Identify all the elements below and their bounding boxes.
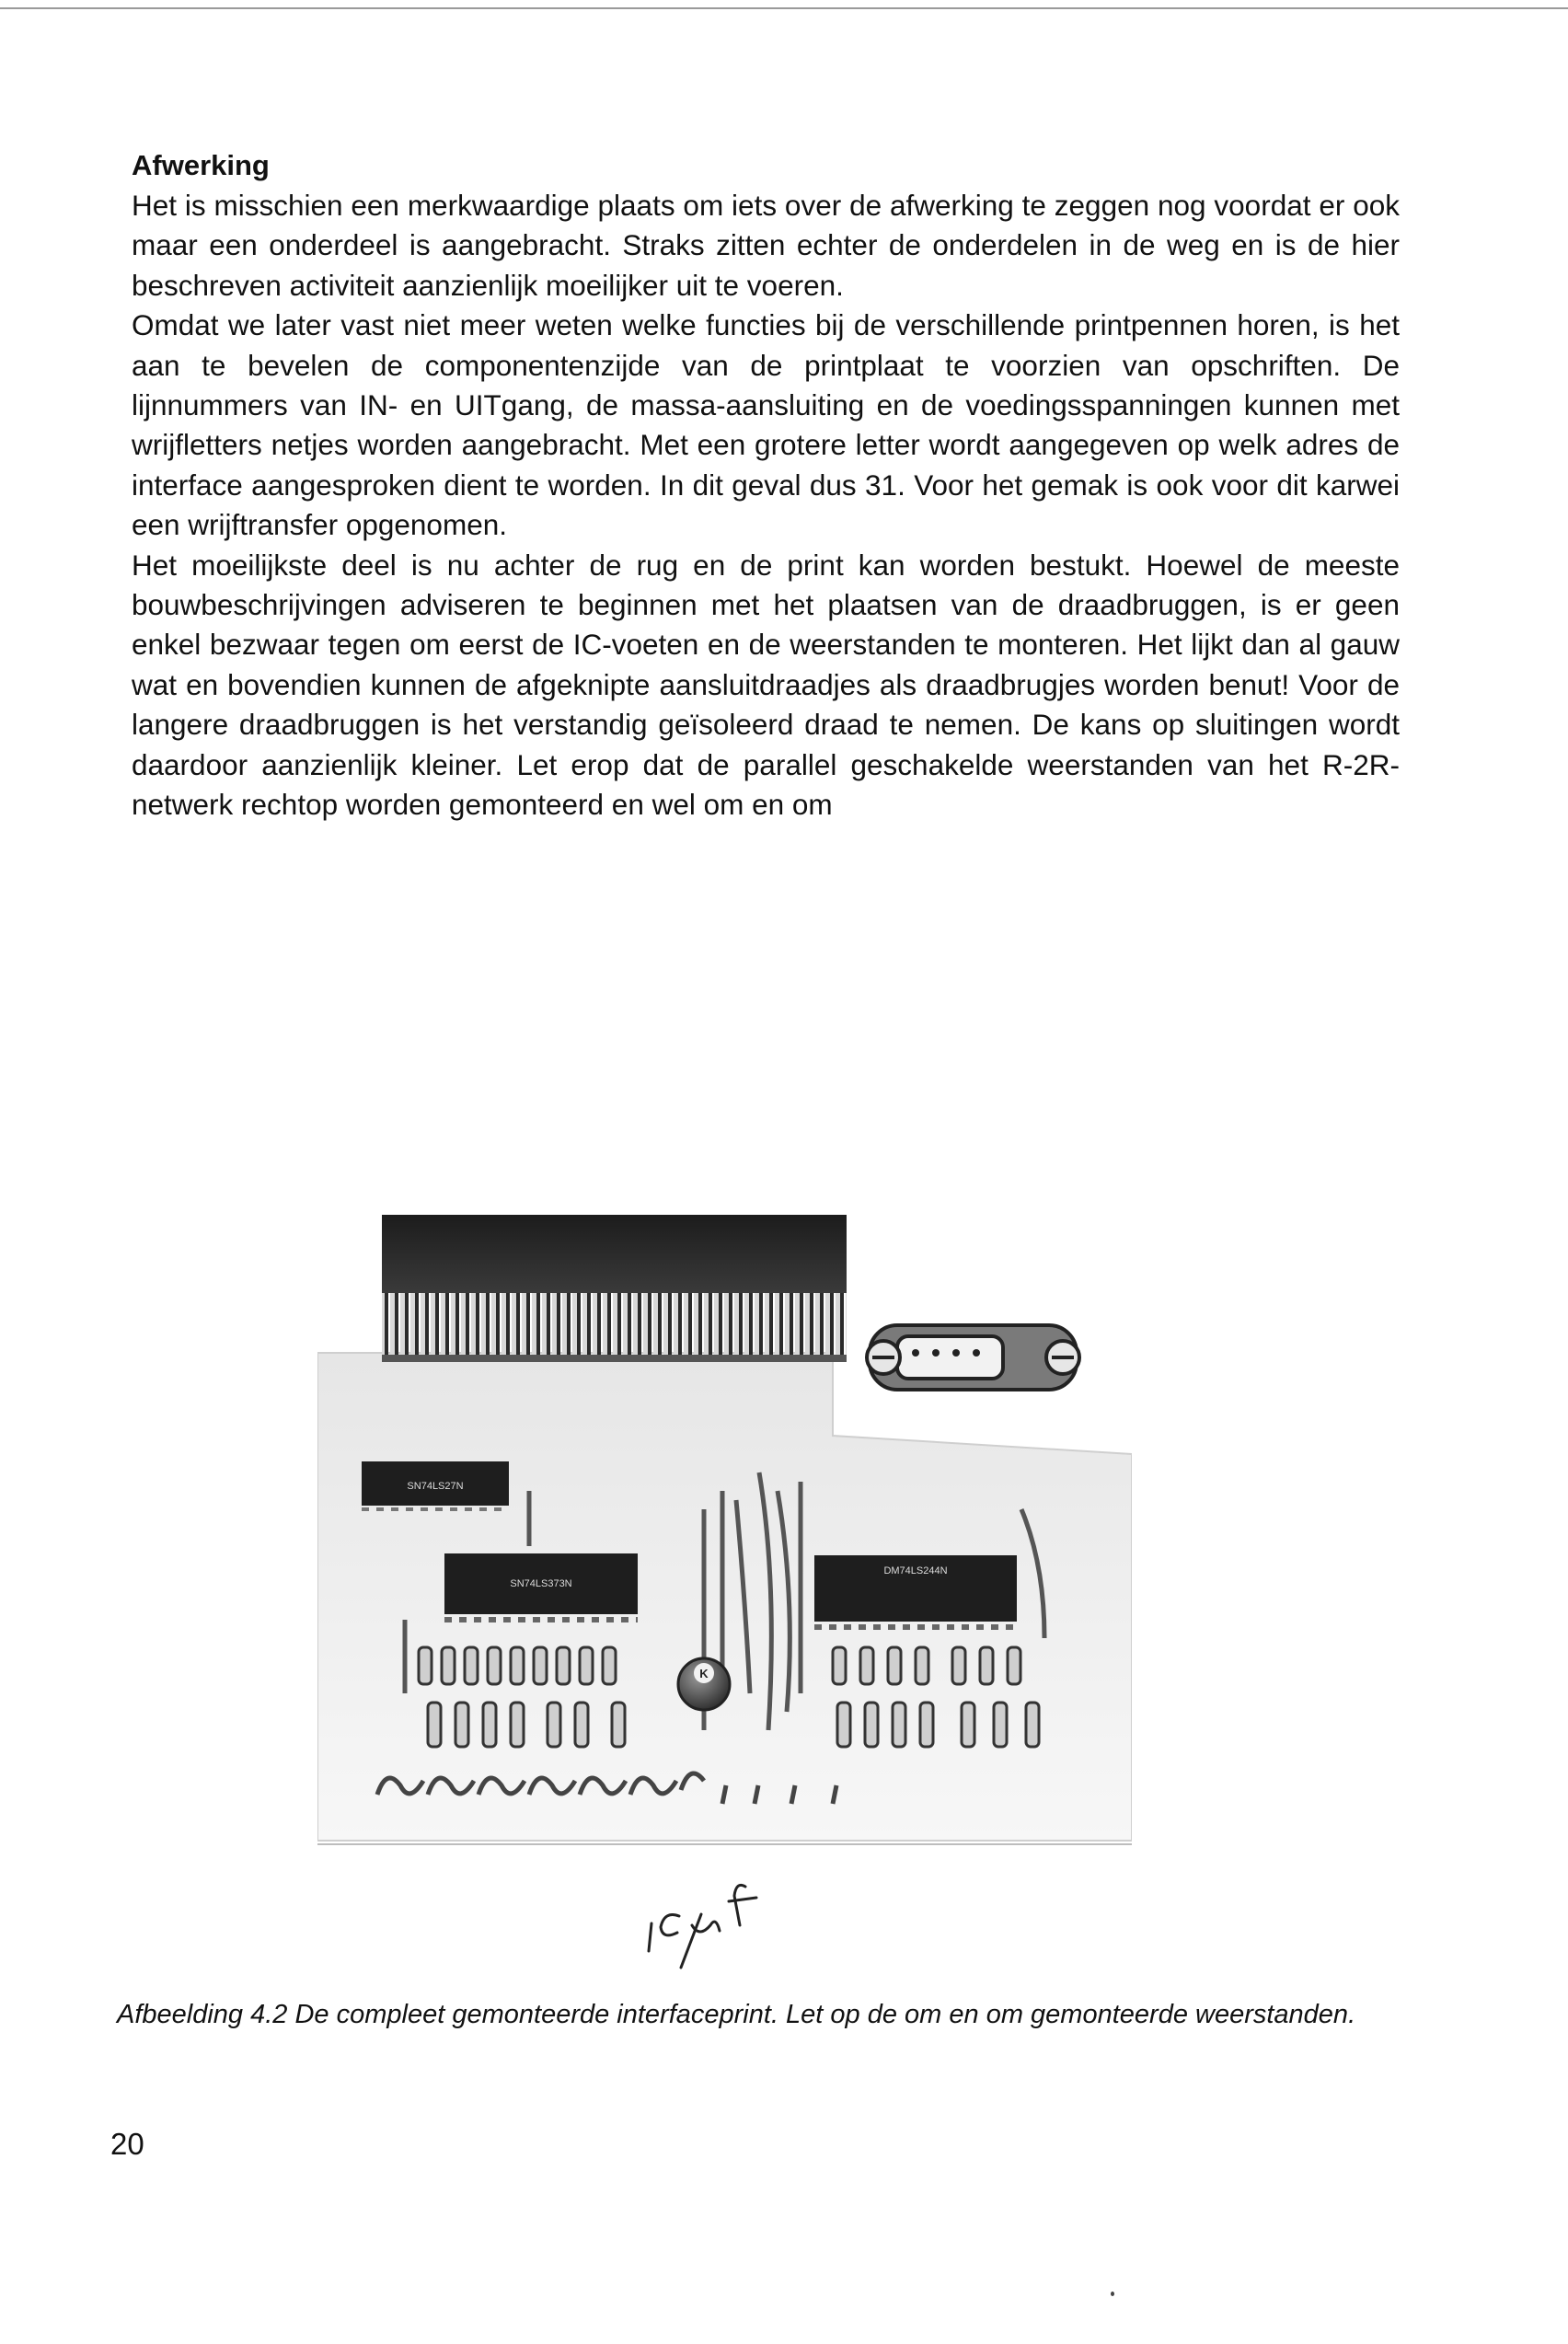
section-heading: Afwerking [132,149,270,181]
handwritten-note [644,1859,810,1969]
capacitor-knob [678,1658,730,1710]
paragraph-2: Omdat we later vast niet meer weten welke functies bij de verschillende printpennen horen, is het aan te bevelen de componentenzijde van de printplaat te voorzien van opschriften. De lijnnummers van IN- en UITgang, de massa-aansluiting en de voedingsspanningen kunnen met wrijfletters netjes worden aangebracht. Met een grotere letter wordt aangegeven op welk adres de interface aangesproken dient te worden. In dit geval dus 31. Voor het gemak is ook voor dit karwei een wrijftransfer opgenomen. [132,308,1400,542]
paragraph-1: Het is misschien een merkwaardige plaats om iets over de afwerking te zeggen nog voordat er ook maar een onderdeel is aangebracht. Straks zitten echter de onderdelen in de weg en is de hier beschreven activiteit aanzienlijk moeilijker uit te voeren. [132,189,1400,302]
ic-chip-3-label: DM74LS244N [883,1565,948,1576]
ic-chip-2 [444,1553,638,1620]
paragraph-3: Het moeilijkste deel is nu achter de rug en de print kan worden bestukt. Hoewel de meeste bouwbeschrijvingen adviseren te beginnen met het plaatsen van de draadbruggen, is er geen enkel bezwaar tegen om eerst de IC-voeten en de weerstanden te monteren. Het lijkt dan al gauw wat en bovendien kunnen de afgeknipte aansluitdraadjes als draadbrugjes worden benut! Voor de langere draadbruggen is het verstandig geïsoleerd draad te nemen. De kans op sluitingen wordt daardoor aanzienlijk kleiner. Let erop dat de parallel geschakelde weerstanden van het R-2R-netwerk rechtop worden gemonteerd en wel om en om [132,548,1400,822]
scan-speck [1111,2292,1114,2296]
figure-caption: Afbeelding 4.2 De compleet gemonteerde interfaceprint. Let op de om en om gemonteerde weerstanden. [117,2000,1356,2029]
pcb-photo [317,1215,1132,1850]
edge-connector [382,1215,847,1362]
ic-chip-3 [814,1555,1017,1627]
ic-chip-1-label: SN74LS27N [407,1481,464,1492]
top-rule [0,7,1568,9]
db9-connector [867,1325,1079,1390]
page-number: 20 [110,2127,144,2161]
knob-label: K [699,1667,709,1680]
article-body [132,145,1400,826]
ic-chip-2-label: SN74LS373N [510,1578,572,1589]
ic-chip-1 [362,1461,509,1509]
